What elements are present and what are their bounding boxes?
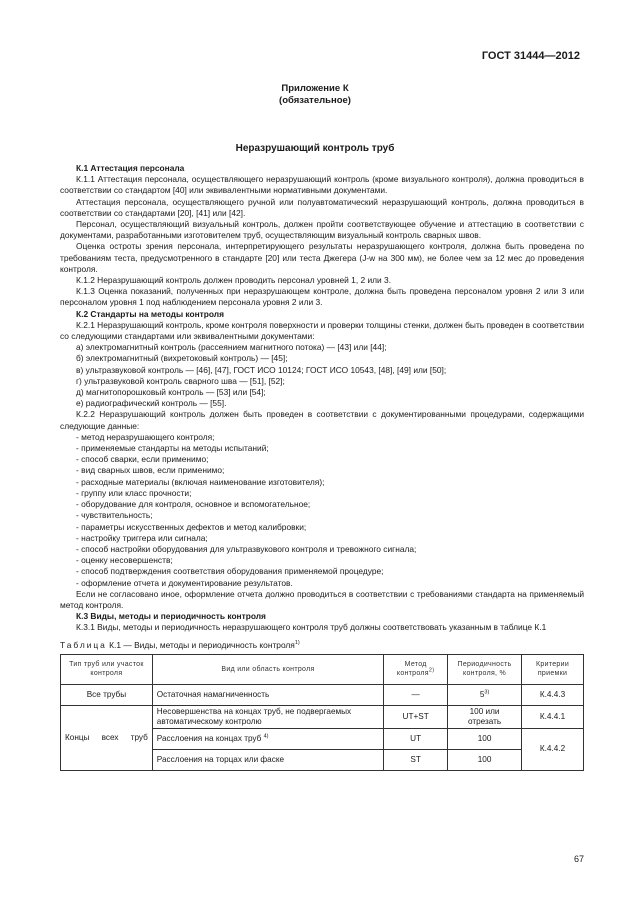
inspection-table: [60, 654, 584, 771]
cell-pipe-type-text: Концы всех труб: [65, 732, 148, 742]
table-caption-footnote: 1): [294, 639, 300, 646]
list-item: в) ультразвуковой контроль — [46], [47], ГОСТ ИСО 10124; ГОСТ ИСО 10543, [48], [49] или [50];: [76, 364, 447, 375]
list-item: - параметры искусственных дефектов и метод калибровки;: [76, 521, 307, 532]
cell-frequency-footnote: 3): [484, 689, 490, 695]
paragraph: К.2.2 Неразрушающий контроль должен быть проведен в соответствии с документированными процедурами, содержащими следующие данные:: [60, 409, 584, 431]
list-item: - вид сварных швов, если применимо;: [76, 465, 225, 476]
list-item: - метод неразрушающего контроля;: [76, 431, 215, 442]
cell-area: Расслоения на торцах или фаске: [152, 749, 383, 770]
table-header-row: [61, 654, 584, 684]
cell-frequency-value: 5: [479, 689, 485, 699]
cell-frequency: [448, 684, 522, 705]
table-caption-text: К.1 — Виды, методы и периодичность контроля: [106, 639, 295, 650]
list-item: - оборудование для контроля, основное и вспомогательное;: [76, 499, 311, 510]
list-item: - настройку триггера или сигнала;: [76, 532, 208, 543]
header-pipe-type: Тип труб или участок контроля: [61, 654, 153, 684]
list-item: - группу или класс прочности;: [76, 487, 192, 498]
cell-method: —: [384, 684, 448, 705]
header-method: [384, 654, 448, 684]
annex-heading: [0, 83, 630, 107]
list-item: б) электромагнитный (вихретоковый контроль) — [45];: [76, 353, 288, 364]
table-row: [61, 705, 584, 728]
list-item: - чувствительность;: [76, 510, 153, 521]
header-method-footnote: 2): [428, 667, 435, 674]
section-heading: К.1 Аттестация персонала: [76, 163, 185, 173]
cell-frequency: 100 или отрезать: [448, 705, 522, 728]
cell-criteria: К.4.4.3: [522, 684, 584, 705]
cell-area-footnote: 4): [263, 733, 269, 739]
section-heading: К.3 Виды, методы и периодичность контроля: [76, 611, 266, 622]
list-item: - способ сварки, если применимо;: [76, 454, 209, 465]
cell-method: UT: [384, 728, 448, 749]
paragraph: Аттестация персонала, осуществляющего ручной или полуавтоматический неразрушающий контроль, должна проводиться в соответствии со стандартами [20], [41] или [42].: [60, 196, 584, 218]
list-item: - расходные материалы (включая наименование изготовителя);: [76, 476, 325, 487]
paragraph: Персонал, осуществляющий визуальный контроль, должен пройти соответствующее обучение и аттестацию в соответствии с документами, разработанными изготовителем труб, осуществляющим визуальный контроль сварных швов.: [60, 219, 584, 241]
list-item: - оценку несовершенств;: [76, 555, 173, 566]
cell-pipe-type: [61, 705, 153, 770]
paragraph: К.1.1 Аттестация персонала, осуществляющего неразрушающий контроль (кроме визуального контроля), должна проводиться в соответствии со стандартом [40] или эквивалентными нормативными документами.: [60, 174, 584, 196]
list-item: - способ настройки оборудования для ультразвукового контроля и тревожного сигнала;: [76, 543, 417, 554]
paragraph: Оценка остроты зрения персонала, интерпретирующего результаты неразрушающего контроля, должна быть проведена по требованиям теста, предусмотренного в стандарте [20] или теста Джегера (J-w на 300 мм), не более чем за 12 мес до проведения контроля.: [60, 241, 584, 274]
standard-number: ГОСТ 31444—2012: [481, 50, 580, 62]
list-item: е) радиографический контроль — [55].: [76, 398, 227, 409]
document-body: [60, 163, 584, 771]
cell-pipe-type: Все трубы: [61, 684, 153, 705]
cell-method: UT+ST: [384, 705, 448, 728]
cell-method: ST: [384, 749, 448, 770]
table-caption: [60, 640, 584, 651]
paragraph: Если не согласовано иное, оформление отчета должно проводиться в соответствии с требованиями стандарта на применяемый метод контроля.: [60, 588, 584, 610]
header-method-text: Метод контроля: [396, 661, 429, 678]
cell-area-text: Расслоения на концах труб: [156, 733, 262, 743]
paragraph: К.1.2 Неразрушающий контроль должен проводить персонал уровней 1, 2 или 3.: [76, 275, 392, 286]
page-number: 67: [573, 854, 584, 864]
cell-area: Остаточная намагниченность: [152, 684, 383, 705]
list-item: - оформление отчета и документирование результатов.: [76, 577, 293, 588]
page-title: Неразрушающий контроль труб: [235, 143, 395, 154]
cell-criteria: К.4.4.1: [522, 705, 584, 728]
cell-area: Несовершенства на концах труб, не подвергаемых автоматическому контролю: [152, 705, 383, 728]
list-item: г) ультразвуковой контроль сварного шва — [51], [52];: [76, 375, 285, 386]
cell-frequency: 100: [448, 728, 522, 749]
paragraph: К.3.1 Виды, методы и периодичность неразрушающего контроля труб должны соответствовать указанным в таблице К.1: [76, 622, 547, 633]
annex-title: Приложение К: [281, 83, 349, 94]
cell-frequency: 100: [448, 749, 522, 770]
section-heading: К.2 Стандарты на методы контроля: [76, 308, 225, 319]
table-caption-prefix: Таблица: [60, 639, 107, 650]
table-row: [61, 684, 584, 705]
paragraph: К.2.1 Неразрушающий контроль, кроме контроля поверхности и проверки толщины стенки, должен быть проведен в соответствии со следующими стандартами или эквивалентными документами:: [60, 319, 584, 342]
header-inspection-area: Вид или область контроля: [152, 654, 383, 684]
paragraph: К.1.3 Оценка показаний, полученных при неразрушающем контроле, должна быть проведена персоналом уровня 2 или 3 или персоналом уровня 1 под наблюдением персонала уровня 2 или 3.: [60, 286, 584, 308]
list-item: д) магнитопорошковый контроль — [53] или [54];: [76, 387, 266, 398]
cell-criteria: К.4.4.2: [522, 728, 584, 770]
cell-area: [152, 728, 383, 749]
list-item: - способ подтверждения соответствия оборудования применяемой процедуре;: [76, 566, 384, 577]
list-item: - применяемые стандарты на методы испытаний;: [76, 443, 269, 454]
annex-status: (обязательное): [279, 95, 351, 106]
list-item: а) электромагнитный контроль (рассеянием магнитного потока) — [43] или [44];: [76, 342, 387, 353]
header-frequency: Периодичность контроля, %: [448, 654, 522, 684]
header-criteria: Критерии приемки: [522, 654, 584, 684]
